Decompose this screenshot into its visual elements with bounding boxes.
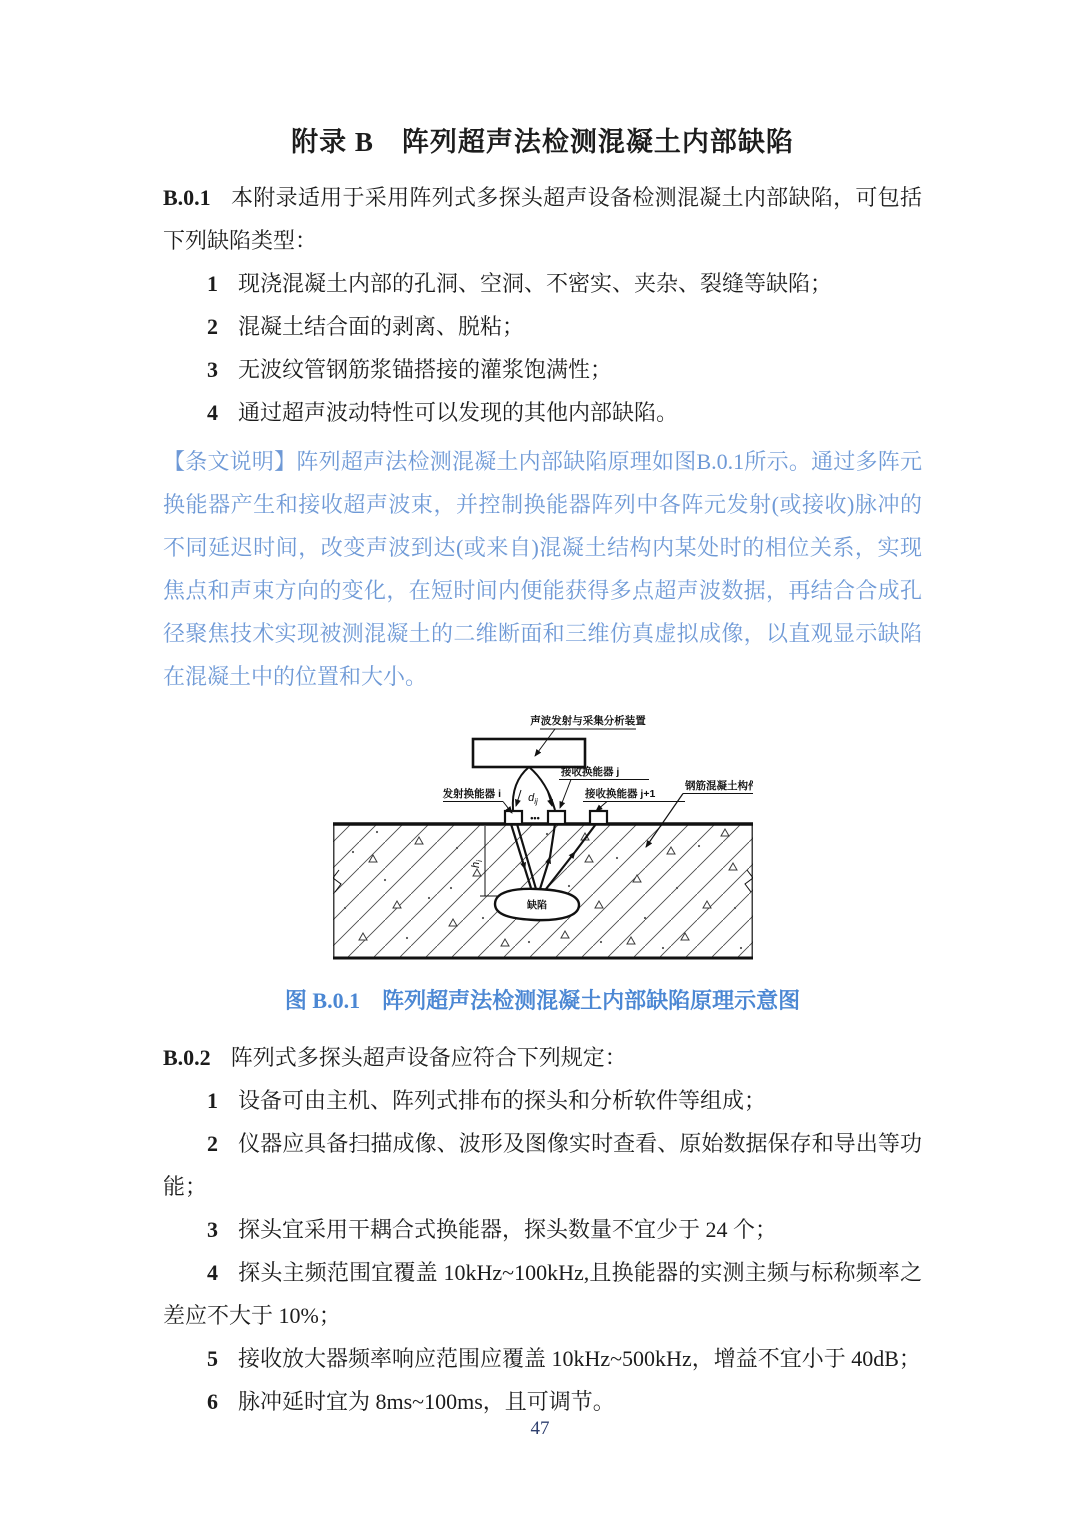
section-b01-intro: B.0.1 本附录适用于采用阵列式多探头超声设备检测混凝土内部缺陷，可包括下列缺陷类型：	[163, 185, 922, 253]
page-number: 47	[530, 1418, 550, 1439]
transducer-i-square	[505, 811, 522, 824]
transducer-j-square	[548, 811, 565, 824]
spacing-dimension-label: $d_{ij}$	[527, 792, 538, 806]
list-item: 1 现浇混凝土内部的孔洞、空洞、不密实、夹杂、裂缝等缺陷；	[207, 271, 833, 296]
figure-b01	[333, 712, 753, 975]
receiver-j-label: 接收换能器 j	[560, 766, 619, 778]
list-item: 1 设备可由主机、阵列式排布的探头和分析软件等组成；	[207, 1088, 767, 1113]
ellipsis-dots: •••	[529, 813, 540, 823]
list-item: 4 通过超声波动特性可以发现的其他内部缺陷。	[207, 400, 679, 425]
svg-text:hi: $h_i$	[469, 860, 484, 868]
section-b01-label: B.0.1	[163, 185, 211, 210]
list-item: 4 探头主频范围宜覆盖 10kHz~100kHz,且换能器的实测主频与标称频率之差应不大于 10%；	[163, 1260, 922, 1328]
device-label: 声波发射与采集分析装置	[529, 715, 646, 727]
section-b02-label: B.0.2	[163, 1045, 211, 1070]
list-item: 6 脉冲延时宜为 8ms~100ms，且可调节。	[207, 1389, 615, 1414]
list-item: 2 仪器应具备扫描成像、波形及图像实时查看、原始数据保存和导出等功能；	[163, 1131, 922, 1199]
section-b02-intro: B.0.2 阵列式多探头超声设备应符合下列规定：	[163, 1045, 627, 1070]
list-item: 3 无波纹管钢筋浆锚搭接的灌浆饱满性；	[207, 357, 613, 382]
transmitter-label: 发射换能器 i	[442, 788, 501, 800]
figure-caption: 图 B.0.1 阵列超声法检测混凝土内部缺陷原理示意图	[284, 988, 801, 1013]
defect-label: 缺陷	[526, 900, 547, 912]
receiver-j1-label: 接收换能器 j+1	[584, 788, 655, 800]
commentary-note: 【条文说明】阵列超声法检测混凝土内部缺陷原理如图B.0.1所示。通过多阵元换能器产生和接收超声波束，并控制换能器阵列中各阵元发射(或接收)脉冲的不同延迟时间，改变声波到达(或来自)混凝土结构内某处时的相位关系，实现焦点和声束方向的变化，在短时间内便能获得多点超声波数据，再结合合成孔径聚焦技术实现被测混凝土的二维断面和三维仿真虚拟成像，以直观显示缺陷在混凝土中的位置和大小。	[163, 449, 922, 689]
list-item: 2 混凝土结合面的剥离、脱粘；	[207, 314, 525, 339]
list-item: 5 接收放大器频率响应范围应覆盖 10kHz~500kHz，增益不宜小于 40dB；	[207, 1346, 921, 1371]
member-label: 钢筋混凝土构件	[684, 780, 753, 792]
cable-left	[512, 767, 528, 810]
acquisition-device-box	[473, 739, 585, 767]
ultrasonic-testing-diagram	[333, 712, 753, 970]
transducer-j1-square	[590, 811, 607, 824]
page-title: 附录 B 阵列超声法检测混凝土内部缺陷	[291, 127, 794, 157]
list-item: 3 探头宜采用干耦合式换能器，探头数量不宜少于 24 个；	[207, 1217, 778, 1242]
